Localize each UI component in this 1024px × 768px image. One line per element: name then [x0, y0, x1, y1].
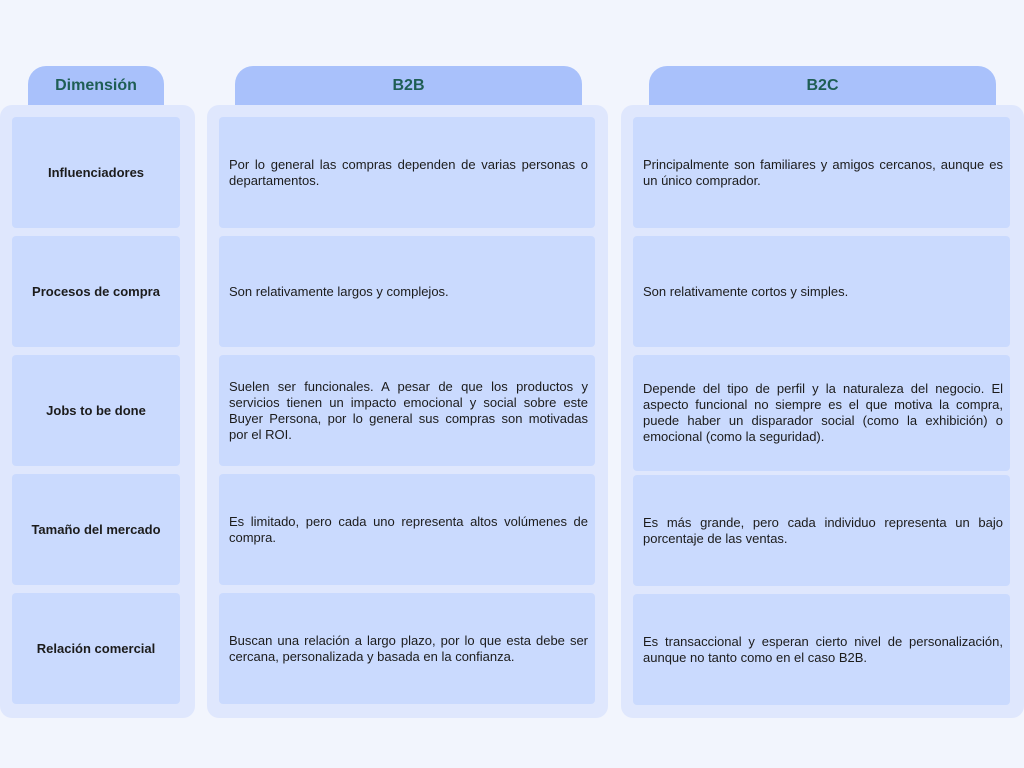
b2c-cell-relacion-comercial	[633, 594, 1010, 705]
b2b-cell-influenciadores	[219, 117, 595, 228]
row-label-relacion-comercial	[12, 593, 180, 704]
b2c-cell-jobs-to-be-done	[633, 355, 1010, 471]
b2b-cell-text: Por lo general las compras dependen de varias personas o departamentos.	[229, 156, 588, 188]
b2c-cell-text: Es más grande, pero cada individuo representa un bajo porcentaje de las ventas.	[643, 514, 1003, 546]
header-b2b: B2B	[235, 66, 582, 106]
b2b-cell-jobs-to-be-done	[219, 355, 595, 466]
b2b-cell-tamano-del-mercado	[219, 474, 595, 585]
row-label-text: Influenciadores	[47, 164, 145, 180]
header-dimension: Dimensión	[28, 66, 164, 106]
b2b-cell-text: Es limitado, pero cada uno representa altos volúmenes de compra.	[229, 513, 588, 545]
b2b-cell-text: Suelen ser funcionales. A pesar de que los productos y servicios tienen un impacto emocional y social sobre este Buyer Persona, por lo general sus compras son motivadas por el ROI.	[229, 378, 588, 442]
header-b2c: B2C	[649, 66, 996, 106]
b2c-cell-text: Es transaccional y esperan cierto nivel de personalización, aunque no tanto como en el caso B2B.	[643, 633, 1003, 665]
b2b-cell-text: Buscan una relación a largo plazo, por lo que esta debe ser cercana, personalizada y basada en la confianza.	[229, 632, 588, 664]
b2c-cell-tamano-del-mercado	[633, 475, 1010, 586]
b2c-cell-text: Son relativamente cortos y simples.	[643, 283, 849, 299]
row-label-jobs-to-be-done	[12, 355, 180, 466]
b2c-cell-text: Depende del tipo de perfil y la naturaleza del negocio. El aspecto funcional no siempre es el que motiva la compra, puede haber un disparador social (como la exhibición) o emocional (como la seguridad).	[643, 381, 1003, 444]
b2b-cell-text: Son relativamente largos y complejos.	[229, 283, 449, 299]
row-label-text: Tamaño del mercado	[31, 521, 161, 537]
row-label-influenciadores	[12, 117, 180, 228]
b2c-cell-influenciadores	[633, 117, 1010, 228]
row-label-tamano-del-mercado	[12, 474, 180, 585]
row-label-procesos-de-compra	[12, 236, 180, 347]
b2c-cell-procesos-de-compra	[633, 236, 1010, 347]
b2b-cell-relacion-comercial	[219, 593, 595, 704]
b2b-cell-procesos-de-compra	[219, 236, 595, 347]
row-label-text: Procesos de compra	[32, 283, 160, 299]
b2c-cell-text: Principalmente son familiares y amigos cercanos, aunque es un único comprador.	[643, 156, 1003, 188]
row-label-text: Jobs to be done	[46, 402, 146, 418]
row-label-text: Relación comercial	[36, 640, 156, 656]
